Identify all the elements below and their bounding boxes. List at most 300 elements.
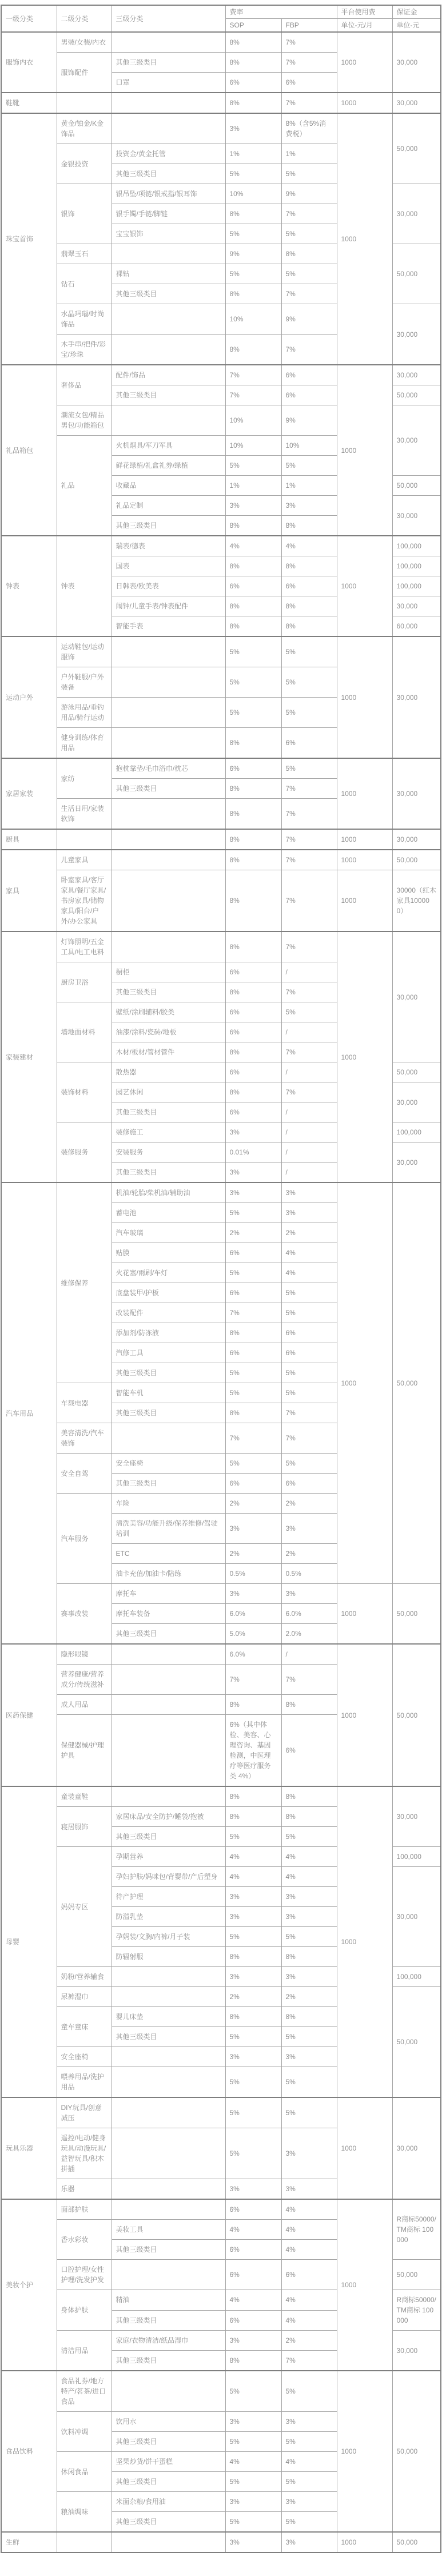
table-cell: 7% [225,1423,281,1454]
table-cell: 1000 [337,113,392,365]
table-cell: 食品饮料 [1,2371,57,2532]
table-cell: 5% [225,1827,281,1847]
table-cell [57,829,112,850]
table-cell: 4% [281,2310,337,2331]
table-cell: 7% [225,1665,281,1695]
table-cell: 50,000 [392,385,441,405]
table-cell: 6% [225,1102,281,1122]
table-cell: 50,000 [392,850,441,870]
table-cell: 3% [225,1183,281,1203]
table-cell: 10% [281,436,337,456]
table-cell: 6% [225,1283,281,1303]
table-cell: 8% [225,1807,281,1827]
table-cell: 30,000 [392,1082,441,1122]
table-cell: 散热器 [112,1062,225,1082]
table-cell: 赛事改装 [57,1584,112,1645]
table-cell [112,829,225,850]
table-cell: 3% [225,2532,281,2553]
table-row [1,2371,441,2412]
table-cell [112,1987,225,2007]
table-cell: 1000 [337,32,392,93]
table-cell: 30,000 [392,184,441,244]
table-cell: 2% [225,1987,281,2007]
table-cell: 3% [225,1887,281,1907]
table-cell: 坚果炒货/饼干蛋糕 [112,2452,225,2472]
table-cell: 8% [225,335,281,365]
table-cell: 6% [225,576,281,596]
table-cell [112,667,225,698]
table-cell: 5% [225,667,281,698]
table-cell: 身体护肤 [57,2290,112,2331]
table-cell: 食品礼券/地方特产/茗茶/进口食品 [57,2371,112,2412]
table-cell: 8% [225,1323,281,1343]
table-cell: 3% [225,1967,281,1987]
table-cell: 2% [281,2331,337,2351]
table-cell: 3% [281,496,337,516]
table-cell: 6% [225,962,281,982]
table-cell: 8% [225,1042,281,1062]
table-cell: 5% [225,1454,281,1474]
table-cell: 精油 [112,2290,225,2311]
table-cell: 饮料冲调 [57,2412,112,2452]
table-cell: 30000（红木家具100000） [392,870,441,932]
table-cell: 6.0% [281,1604,337,1624]
table-cell: 鲜花绿植/礼盒礼券/绿植 [112,456,225,476]
table-cell: 木材/板材/管材管件 [112,1042,225,1062]
table-cell: 8% [225,596,281,616]
table-cell: 8% [225,799,281,830]
table-cell: / [281,1142,337,1162]
col-header-level2: 二级分类 [57,5,112,32]
table-cell [112,2371,225,2412]
table-cell: 5% [281,1283,337,1303]
table-cell: 运动户外 [1,636,57,758]
table-cell: 其他三级类目 [112,1162,225,1183]
table-cell: 6% [281,728,337,759]
table-cell: 火机烟具/军刀军具 [112,436,225,456]
table-cell: 3% [225,1122,281,1142]
table-cell: 家居家装 [1,758,57,829]
table-cell: 6% [225,73,281,93]
table-cell: 7% [225,385,281,405]
table-cell [112,698,225,728]
table-cell: 0.5% [225,1564,281,1584]
table-cell: 50,000 [392,1584,441,1645]
table-cell: 4% [281,1263,337,1283]
table-cell: 其他三级类目 [112,2310,225,2331]
table-cell: 蓄电池 [112,1203,225,1223]
table-cell: 瑞表/德表 [112,536,225,556]
table-cell: 其他三级类目 [112,2027,225,2047]
table-cell: 100,000 [392,576,441,596]
table-cell: 30,000 [392,596,441,616]
table-cell: 8% [281,244,337,264]
table-cell: 5% [281,164,337,184]
table-cell: 生活日用/家装软饰 [57,799,112,830]
table-cell: 3% [281,2532,337,2553]
table-cell: 男装/女装/内衣 [57,32,112,53]
table-cell: 奶粉/营养辅食 [57,1967,112,1987]
table-cell: 汽修工具 [112,1343,225,1363]
table-cell: 8% [225,2007,281,2027]
table-cell: 黄金/铂金/K金饰品 [57,113,112,144]
table-cell: 8% [225,829,281,850]
table-row [1,2532,441,2553]
col-header-platform-fee: 平台使用费 [337,5,392,19]
table-cell: 户外鞋服/户外装备 [57,667,112,698]
table-cell: 4% [281,2290,337,2311]
table-header [1,5,441,32]
table-cell: 3% [281,1967,337,1987]
table-cell [112,405,225,436]
table-cell: 4% [281,536,337,556]
table-cell: 3% [281,1514,337,1544]
table-cell [112,335,225,365]
col-header-platform-fee-unit: 单位-元/月 [337,19,392,33]
table-cell: 7% [281,1042,337,1062]
table-cell: 钟表 [57,536,112,636]
table-cell: 4% [225,1847,281,1867]
table-cell: 6% [225,1474,281,1494]
col-header-fbp: FBP [281,19,337,33]
table-cell: 其他三级类目 [112,385,225,405]
table-cell: 0.01% [225,1142,281,1162]
table-cell: 礼品箱包 [1,365,57,536]
table-cell: 1% [281,144,337,164]
table-cell: 墙地面材料 [57,1002,112,1062]
table-cell: 8% [225,1403,281,1423]
table-cell: 6% [281,2260,337,2290]
table-cell: 0.5% [281,1564,337,1584]
table-cell: 7% [281,982,337,1002]
table-cell [112,636,225,667]
table-row [1,758,441,779]
table-cell: 4% [281,1867,337,1887]
table-cell: 8% [281,516,337,536]
table-cell: 6% [281,73,337,93]
table-cell: 银手镯/手链/脚链 [112,204,225,224]
table-cell: 30,000 [392,1786,441,1847]
table-cell: 60,000 [392,616,441,637]
table-cell: 汽车玻璃 [112,1223,225,1243]
table-cell: 8% [281,556,337,576]
table-cell: 童车童床 [57,2007,112,2047]
table-cell: 8% [225,284,281,304]
table-cell: DIY玩具/创意减压 [57,2097,112,2128]
table-cell: 2% [281,1544,337,1564]
table-cell: 其他三级类目 [112,1102,225,1122]
table-cell: 运动鞋包/运动服饰 [57,636,112,667]
table-cell: 遥控/电动/健身玩具/动漫玩具/益智玩具/积木拼插 [57,2128,112,2179]
table-cell: 服饰配件 [57,53,112,93]
table-cell [112,244,225,264]
table-cell: 保健器械/护理护具 [57,1715,112,1787]
table-cell: 1000 [337,1786,392,2097]
table-cell: 家装建材 [1,931,57,1183]
table-cell: 火花塞/雨刷/车灯 [112,1263,225,1283]
table-cell: 3% [281,1183,337,1203]
table-cell: 100,000 [392,536,441,556]
table-cell: 7% [281,93,337,113]
table-cell: 鞋靴 [1,93,57,113]
table-row [1,931,441,962]
table-cell: 2% [225,1223,281,1243]
table-cell: 1000 [337,1584,392,1645]
table-cell: 智能车机 [112,1383,225,1403]
table-cell: 面部护肤 [57,2199,112,2220]
table-cell: 5% [225,264,281,284]
table-row [1,850,441,870]
table-cell: 投资金/黄金托管 [112,144,225,164]
table-cell: 6% [225,2310,281,2331]
table-row [1,870,441,932]
table-cell: 1000 [337,1183,392,1584]
table-cell: 30,000 [392,2097,441,2199]
table-cell: 30,000 [392,636,441,758]
table-cell: 休闲食品 [57,2452,112,2492]
fee-table-body [1,32,441,2553]
table-cell: 婴儿床垫 [112,2007,225,2027]
table-cell: 50,000 [392,1987,441,2098]
table-cell: 银吊坠/项链/银戒指/银耳饰 [112,184,225,204]
table-cell: 汽车用品 [1,1183,57,1644]
table-cell: 3% [225,1162,281,1183]
table-cell: 其他三级类目 [112,1474,225,1494]
table-cell: 8% [225,870,281,932]
col-header-level1: 一级分类 [1,5,57,32]
table-cell [112,1695,225,1715]
table-row [1,1786,441,1807]
table-cell: 珠宝首饰 [1,113,57,365]
table-cell: 5.0% [225,1624,281,1645]
table-cell: 4% [225,1867,281,1887]
table-cell: 6% [225,2260,281,2290]
table-cell: 母婴 [1,1786,57,2097]
table-cell: 5% [225,2097,281,2128]
table-cell: 美容清洗/汽车装饰 [57,1423,112,1454]
table-cell: 7% [281,829,337,850]
table-cell: 5% [225,1383,281,1403]
table-cell: 底盘装甲/护板 [112,1283,225,1303]
table-cell: 游泳用品/垂钓用品/骑行运动 [57,698,112,728]
table-cell: 其他三级类目 [112,982,225,1002]
table-cell: 壁纸/涂刷辅料/胶类 [112,1002,225,1022]
table-cell: 50,000 [392,113,441,184]
table-cell [112,2179,225,2200]
table-cell: 30,000 [392,758,441,829]
table-cell: 家具 [1,850,57,931]
table-cell [112,2532,225,2553]
table-cell: 7% [281,335,337,365]
table-cell [112,728,225,759]
table-cell: 8% [225,516,281,536]
table-cell: 50,000 [392,1062,441,1082]
table-cell: 5% [281,264,337,284]
table-cell: 5% [225,224,281,244]
table-cell: 汽车服务 [57,1494,112,1584]
table-cell: 50,000 [392,244,441,304]
table-cell: 50,000 [392,2532,441,2553]
table-cell: 3% [225,2412,281,2432]
table-cell: 口腔护理/女性护理/洗发护发 [57,2260,112,2290]
table-cell: 油漆/涂料/瓷砖/地板 [112,1022,225,1042]
table-row [1,2199,441,2220]
table-cell: 7% [281,1403,337,1423]
table-cell: 安全座椅 [112,1454,225,1474]
table-cell: 5% [225,698,281,728]
table-cell: 厨具 [1,829,57,850]
table-cell: 4% [281,2240,337,2260]
table-cell: 100,000 [392,1847,441,1867]
table-cell: 7% [281,1665,337,1695]
table-cell: 裸钻 [112,264,225,284]
table-cell: 3% [281,2179,337,2200]
table-cell: 2% [281,1494,337,1514]
table-cell: 1000 [337,2097,392,2199]
table-cell [112,799,225,830]
table-cell [112,1715,225,1787]
table-cell: 成人用品 [57,1695,112,1715]
table-cell: 8% [225,728,281,759]
table-cell: 2% [281,1987,337,2007]
table-cell: 灯饰照明/五金工具/电工电料 [57,931,112,962]
table-cell: 50,000 [392,1644,441,1786]
table-cell: 5% [225,2027,281,2047]
table-cell: 5% [281,667,337,698]
table-cell: 6% [281,1323,337,1343]
table-cell [112,1967,225,1987]
table-cell: 5% [281,636,337,667]
table-cell: 3% [281,1584,337,1604]
col-header-rate: 费率 [225,5,337,19]
table-cell: 7% [281,870,337,932]
table-cell: 其他三级类目 [112,284,225,304]
table-cell: 其他三级类目 [112,1363,225,1383]
table-cell: 装饰材料 [57,1062,112,1122]
table-cell: 4% [225,2220,281,2240]
table-cell: 水晶玛瑙/时尚饰品 [57,304,112,335]
table-cell: 5% [225,2067,281,2098]
table-row [1,113,441,144]
table-cell: 喂养用品/洗护用品 [57,2067,112,2098]
table-cell: 配件/饰品 [112,365,225,385]
table-cell: 尿裤湿巾 [57,1987,112,2007]
table-cell: 卧室家具/客厅家具/餐厅家具/书房家具/储物家具/阳台/户外/办公家具 [57,870,112,932]
table-cell: 30,000 [392,93,441,113]
table-row [1,93,441,113]
col-header-deposit-unit: 单位-元 [392,19,441,33]
table-cell: 孕期营养 [112,1847,225,1867]
table-cell: 营养健康/营养成分/传统滋补 [57,1665,112,1695]
table-cell: 2% [281,1223,337,1243]
category-fee-table [1,5,441,2553]
table-cell: 5% [225,1263,281,1283]
table-cell: 3% [225,1584,281,1604]
table-cell: 4% [225,536,281,556]
table-cell: 家庭/衣物清洁/纸品湿巾 [112,2331,225,2351]
table-cell: 1% [225,144,281,164]
table-cell: 孕妈装/文胸/内裤/月子装 [112,1927,225,1947]
table-cell: 6% [225,2240,281,2260]
table-cell: 5% [281,1363,337,1383]
table-cell: 1% [281,476,337,496]
table-cell: 6% [281,1474,337,1494]
table-cell: 1000 [337,931,392,1183]
table-cell: 6% [225,2199,281,2220]
table-cell: 其他三级类目 [112,164,225,184]
table-cell: 8% [225,779,281,799]
table-cell: 医药保健 [1,1644,57,1786]
table-cell: 贴膜 [112,1243,225,1263]
table-cell: 潮流女包/精品男包/功能箱包 [57,405,112,436]
table-cell: 钟表 [1,536,57,636]
table-cell: 儿童家具 [57,850,112,870]
table-cell: 5% [281,2097,337,2128]
table-cell: 6% [281,385,337,405]
table-cell: 其他三级类目 [112,2432,225,2452]
table-cell: 5% [281,2512,337,2533]
table-cell: 8% [281,1947,337,1967]
table-cell: 8% [281,596,337,616]
table-cell: 1000 [337,365,392,536]
table-cell: 4% [281,2452,337,2472]
table-cell: 6% [225,1002,281,1022]
table-cell: 孕妇护肤/妈咪包/背婴带/产后塑身 [112,1867,225,1887]
table-cell: R商标50000/TM商标 100000 [392,2290,441,2331]
table-cell: 油卡充值/加油卡/陪练 [112,1564,225,1584]
table-cell: 7% [281,32,337,53]
table-cell: 7% [281,1082,337,1102]
table-cell: 7% [281,799,337,830]
table-cell: 待产护理 [112,1887,225,1907]
table-cell: 3% [225,113,281,144]
table-cell: 6% [225,1022,281,1042]
table-cell: 8% [225,1786,281,1807]
table-cell: 7% [225,1303,281,1323]
table-cell: 8% [225,850,281,870]
table-cell [112,2067,225,2098]
table-row [1,1644,441,1665]
table-cell: 其他三级类目 [112,1403,225,1423]
table-cell: 5% [225,164,281,184]
table-cell: 5% [225,636,281,667]
table-cell: 1000 [337,850,392,870]
table-cell [112,2128,225,2179]
table-row [1,536,441,556]
table-cell: 6%（其中体检、美容、心理咨询、基因检测，中医理疗等医疗服务类 4%） [225,1715,281,1787]
table-cell [112,850,225,870]
table-cell: 银饰 [57,184,112,244]
table-cell: 5% [225,2512,281,2533]
table-cell: 30,000 [392,405,441,476]
table-cell: 8% [281,616,337,637]
table-cell: 5% [281,456,337,476]
table-cell: 4% [281,1847,337,1867]
table-cell: 8% [281,1807,337,1827]
table-cell: 其他三级类目 [112,2472,225,2492]
table-cell: 7% [281,850,337,870]
table-cell: 翡翠玉石 [57,244,112,264]
table-cell [112,2097,225,2128]
table-cell: 4% [281,1243,337,1263]
table-cell: 香水彩妆 [57,2220,112,2260]
table-cell: 3% [281,2128,337,2179]
table-cell: 5% [281,2027,337,2047]
table-cell: 3% [281,1887,337,1907]
table-cell: 其他三级类目 [112,2512,225,2533]
table-cell: 妈妈专区 [57,1847,112,1967]
table-cell: 7% [281,204,337,224]
